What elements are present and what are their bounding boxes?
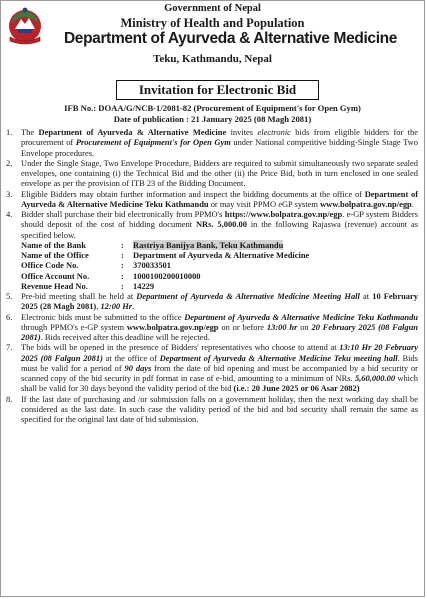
clause-text: in the following Rajaswa (revenue) account as specified below.	[21, 219, 418, 240]
clause-number: 8.	[6, 393, 13, 404]
notice-body	[5, 127, 418, 424]
bank-detail-separator: :	[121, 270, 124, 281]
clause-text: ,	[96, 301, 101, 312]
clause-8	[5, 394, 418, 425]
clause-text: The bids will be opened in the presence of Bidders' representatives who choose to attend at	[21, 342, 340, 353]
clause-text: Bidder shall purchase their bid electronically from PPMO's	[21, 209, 225, 219]
clause-number: 6.	[6, 311, 13, 322]
clause-text: or may visit PPMO eGP system	[208, 198, 321, 209]
clause-text: at	[359, 291, 373, 301]
bank-detail-row	[21, 250, 418, 260]
bank-detail-value: Department of Ayurveda & Alternative Medicine	[133, 250, 310, 260]
submission-time: 13:00 hr	[266, 321, 298, 332]
bank-detail-label: Revenue Head No.	[21, 280, 88, 291]
clause-text: Under the Single Stage, Two Envelope Procedure, Bidders are required to submit simultaneously two separate sealed envelopes, one containing (i) the Technical Bid and the other (ii) the Price Bid, both in turn enclosed in one sealed envelope as per the provision of ITB 23 of the Bidding Document.	[21, 157, 418, 189]
bank-detail-value: 370033501	[133, 260, 171, 271]
clause-number: 3.	[6, 188, 13, 199]
bank-detail-value: 14229	[133, 280, 155, 291]
meeting-time: 12:00 Hr	[100, 301, 133, 312]
ministry-heading: Ministry of Health and Population	[120, 16, 305, 30]
clause-text: which shall be valid for 30 days beyond the validity period of the bid	[21, 373, 418, 394]
opening-venue: Department of Ayurveda & Alternative Medicine Teku meeting hall	[159, 352, 398, 363]
clause-4	[5, 209, 418, 240]
bank-detail-label: Office Account No.	[21, 270, 90, 281]
egp-link[interactable]: www.bolpatra.gov.np/egp	[126, 321, 219, 332]
clause-text: . Bids received after this deadline will be rejected.	[40, 332, 210, 342]
publication-label: Date of publication :	[113, 114, 189, 124]
department-name: Department of Ayurveda & Alternative Medicine	[38, 127, 227, 137]
bank-detail-label: Name of the Office	[21, 250, 89, 260]
bank-detail-value: 1000100200010000	[133, 270, 201, 281]
department-heading: Department of Ayurveda & Alternative Medicine	[63, 30, 398, 47]
bank-detail-separator: :	[121, 250, 124, 260]
clause-text: . e-GP system Bidders should deposit of the cost of bidding document	[21, 209, 418, 230]
clause-number: 2.	[6, 157, 13, 168]
procurement-name: Procurement of Equipment's for Open Gym	[75, 137, 231, 148]
opening-datetime: 13:10 Hr 20 February 2025 (08 Falgun 2081)	[21, 342, 418, 363]
meeting-venue: Department of Ayurveda & Alternative Medicine Meeting Hall	[136, 291, 360, 301]
office-name: Department of Ayurveda & Alternative Medicine Teku Kathmandu	[21, 188, 419, 209]
bank-detail-separator: :	[121, 280, 124, 291]
notice-title: Invitation for Electronic Bid	[116, 80, 319, 100]
clause-text: bids from eligible bidders for the procurement of	[21, 127, 418, 148]
clause-text: invites	[226, 127, 258, 137]
clause-1	[5, 127, 418, 158]
clause-text: through PPMO's e-GP system	[21, 321, 127, 332]
clause-text: . Bids must be valid for a period of	[21, 352, 419, 373]
meeting-date: 10 February 2025 (28 Magh 2081)	[21, 291, 418, 312]
clause-5	[5, 291, 418, 312]
clause-6	[5, 312, 418, 343]
bank-name-value: Rastriya Banijya Bank, Teku Kathmandu	[133, 239, 284, 250]
ifb-number: IFB No.: DOAA/G/NCB-1/2081-82 (Procurement of Equipment's for Open Gym)	[64, 103, 361, 113]
clause-text: on or before	[218, 321, 267, 332]
submission-date: 20 February 2025 (08 Falgun 2081)	[21, 321, 418, 342]
bank-detail-label: Name of the Bank	[21, 239, 86, 250]
clause-text: If the last date of purchasing and /or submission falls on a government holiday, then the next working day shall be considered as the last date. In such case the validity period of the bid and bid security shall remain the same as specified for the original last date of bid submission.	[21, 393, 418, 424]
clause-text: at the office of	[102, 352, 160, 363]
bank-detail-row	[21, 281, 418, 291]
publication-date: 21 January 2025 (08 Magh 2081)	[191, 114, 312, 124]
submission-office: Department of Ayurveda & Alternative Medicine Teku Kathmandu	[184, 311, 419, 322]
clause-text: .	[132, 301, 135, 312]
clause-7	[5, 342, 418, 393]
egp-link[interactable]: www.bolpatra.gov.np/egp	[320, 198, 412, 209]
bank-detail-row	[21, 271, 418, 281]
clause-text: under National competitive bidding-Single Stage Two Envelope procedures.	[21, 137, 418, 158]
bank-detail-row	[21, 240, 418, 250]
bank-detail-row	[21, 260, 418, 270]
bank-detail-separator: :	[121, 260, 124, 271]
clause-text: Electronic bids must be submitted to the office	[21, 311, 185, 322]
clause-number: 7.	[6, 342, 13, 353]
clause-number: 4.	[6, 209, 13, 219]
clause-text: .	[411, 198, 414, 209]
clause-3	[5, 189, 418, 210]
bank-detail-separator: :	[121, 239, 124, 250]
clause-text: on	[297, 321, 312, 332]
egp-link[interactable]: https://www.bolpatra.gov.np/egp	[224, 209, 343, 219]
publication-date-line	[1, 114, 424, 125]
bank-detail-value	[133, 240, 418, 250]
location-heading: Teku, Kathmandu, Nepal	[153, 53, 272, 65]
bank-details	[5, 240, 418, 291]
document-cost: NRs. 5,000.00	[195, 219, 247, 230]
notice-header	[1, 1, 424, 71]
clause-number: 1.	[6, 127, 13, 137]
clause-text: The	[21, 127, 39, 137]
bank-detail-label: Office Code No.	[21, 260, 79, 271]
clause-text: Pre-bid meeting shall be held at	[21, 291, 137, 301]
bid-type: electronic	[257, 127, 291, 137]
validity-period: 90 days	[124, 362, 152, 373]
clause-text: Eligible Bidders may obtain further information and inspect the bidding documents at the office of	[21, 188, 365, 199]
clause-number: 5.	[6, 291, 13, 301]
bid-security-amount: 5,60,000.00	[354, 373, 396, 383]
government-heading: Government of Nepal	[164, 3, 261, 14]
clause-text: from the date of bid opening and must be accompanied by a bid security or scanned copy of the bid security in pdf format in case of e-bid, amounting to a minimum of NRs.	[21, 362, 418, 383]
clause-2	[5, 158, 418, 189]
security-validity-date: (i.e.: 20 June 2025 or 06 Asar 2082)	[233, 383, 360, 394]
